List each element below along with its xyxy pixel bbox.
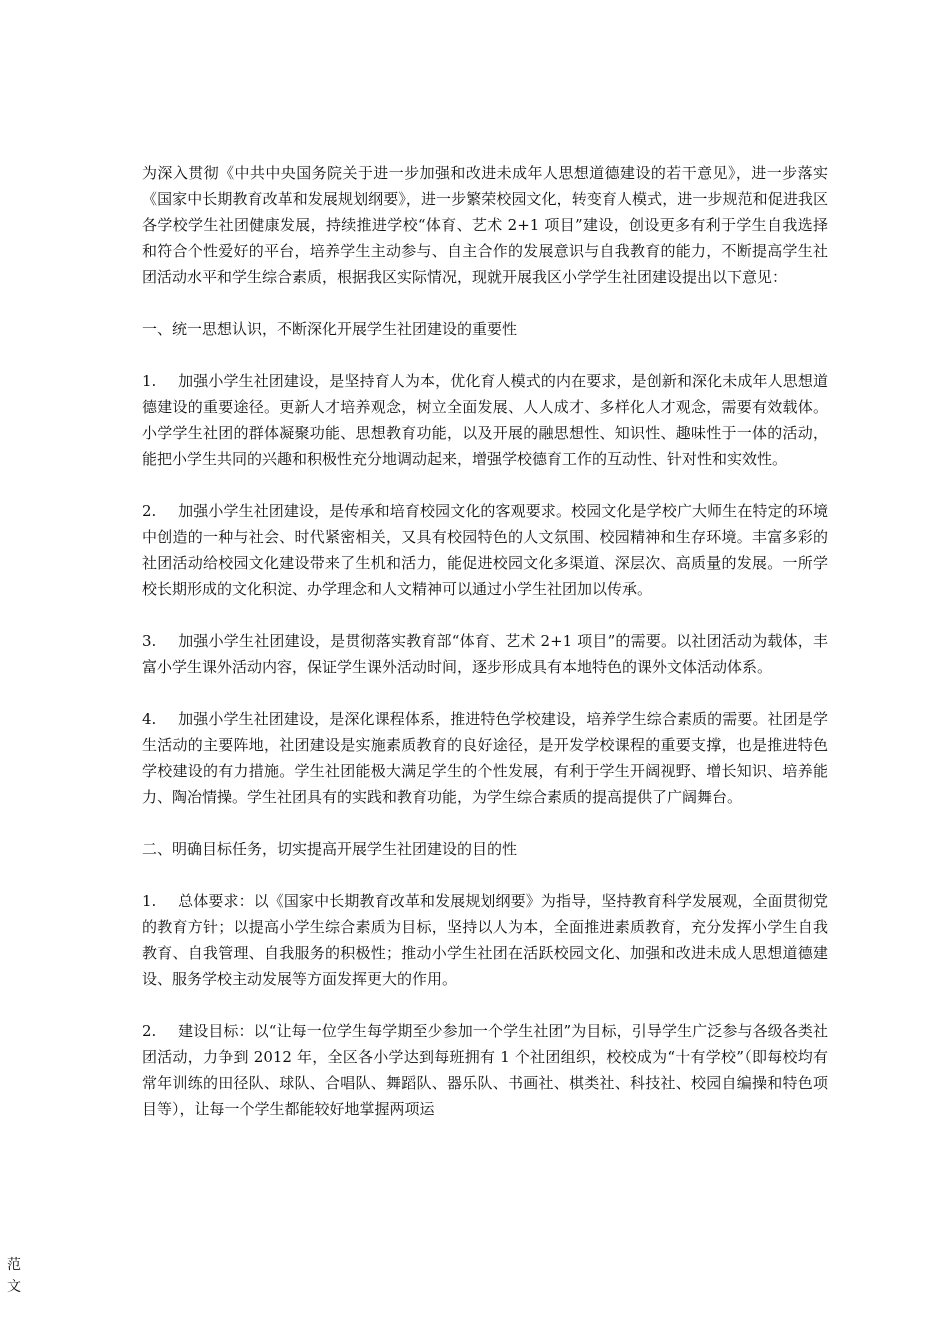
side-mark: [6, 1254, 22, 1298]
item-text: 加强小学生社团建设，是贯彻落实教育部“体育、艺术 2+1 项目”的需要。以社团活动为载体，丰富小学生课外活动内容，保证学生课外活动时间，逐步形成具有本地特色的课外文体活动体系。: [142, 632, 828, 676]
side-mark-char: 文: [7, 1279, 21, 1295]
section-heading-1: 一、统一思想认识，不断深化开展学生社团建设的重要性: [142, 320, 518, 338]
item-text: 加强小学生社团建设，是坚持育人为本，优化育人模式的内在要求，是创新和深化未成年人思想道德建设的重要途径。更新人才培养观念，树立全面发展、人人成才、多样化人才观念，需要有效载体。小学学生社团的群体凝聚功能、思想教育功能，以及开展的融思想性、知识性、趣味性于一体的活动，能把小学生共同的兴趣和积极性充分地调动起来，增强学校德育工作的互动性、针对性和实效性。: [142, 372, 828, 468]
item-text: 加强小学生社团建设，是深化课程体系，推进特色学校建设，培养学生综合素质的需要。社团是学生活动的主要阵地，社团建设是实施素质教育的良好途径，是开发学校课程的重要支撑，也是推进特色学校建设的有力措施。学生社团能极大满足学生的个性发展，有利于学生开阔视野、增长知识、培养能力、陶冶情操。学生社团具有的实践和教育功能，为学生综合素质的提高提供了广阔舞台。: [142, 710, 828, 806]
item-text: 建设目标：以“让每一位学生每学期至少参加一个学生社团”为目标，引导学生广泛参与各级各类社团活动，力争到 2012 年，全区各小学达到每班拥有 1 个社团组织，校校成为“十有学校”（即每校均有常年训练的田径队、球队、合唱队、舞蹈队、器乐队、书画社、棋类社、科技社、校园自编操和特色项目等），让每一个学生都能较好地掌握两项运: [142, 1022, 828, 1118]
item-number: 1.: [142, 892, 157, 910]
intro-paragraph: 为深入贯彻《中共中央国务院关于进一步加强和改进未成年人思想道德建设的若干意见》，进一步落实《国家中长期教育改革和发展规划纲要》，进一步繁荣校园文化，转变育人模式，进一步规范和促进我区各学校学生社团健康发展，持续推进学校“体育、艺术 2+1 项目”建设，创设更多有利于学生自我选择和符合个性爱好的平台，培养学生主动参与、自主合作的发展意识与自我教育的能力，不断提高学生社团活动水平和学生综合素质，根据我区实际情况，现就开展我区小学学生社团建设提出以下意见：: [142, 164, 828, 286]
document-body: [142, 160, 828, 1148]
item-number: 2.: [142, 1022, 157, 1040]
section1-item: [142, 628, 828, 680]
item-number: 2.: [142, 502, 157, 520]
section2-item: [142, 888, 828, 992]
item-text: 总体要求：以《国家中长期教育改革和发展规划纲要》为指导，坚持教育科学发展观，全面贯彻党的教育方针；以提高小学生综合素质为目标，坚持以人为本，全面推进素质教育，充分发挥小学生自我教育、自我管理、自我服务的积极性；推动小学生社团在活跃校园文化、加强和改进未成人思想道德建设、服务学校主动发展等方面发挥更大的作用。: [142, 892, 828, 988]
section1-item: [142, 368, 828, 472]
item-number: 4.: [142, 710, 157, 728]
side-mark-char: 范: [7, 1257, 21, 1273]
item-text: 加强小学生社团建设，是传承和培育校园文化的客观要求。校园文化是学校广大师生在特定的环境中创造的一种与社会、时代紧密相关，又具有校园特色的人文氛围、校园精神和生存环境。丰富多彩的社团活动给校园文化建设带来了生机和活力，能促进校园文化多渠道、深层次、高质量的发展。一所学校长期形成的文化积淀、办学理念和人文精神可以通过小学生社团加以传承。: [142, 502, 828, 598]
item-number: 1.: [142, 372, 157, 390]
section2-item: [142, 1018, 828, 1122]
section1-item: [142, 498, 828, 602]
item-number: 3.: [142, 632, 157, 650]
section1-item: [142, 706, 828, 810]
section-heading-2: 二、明确目标任务，切实提高开展学生社团建设的目的性: [142, 840, 518, 858]
